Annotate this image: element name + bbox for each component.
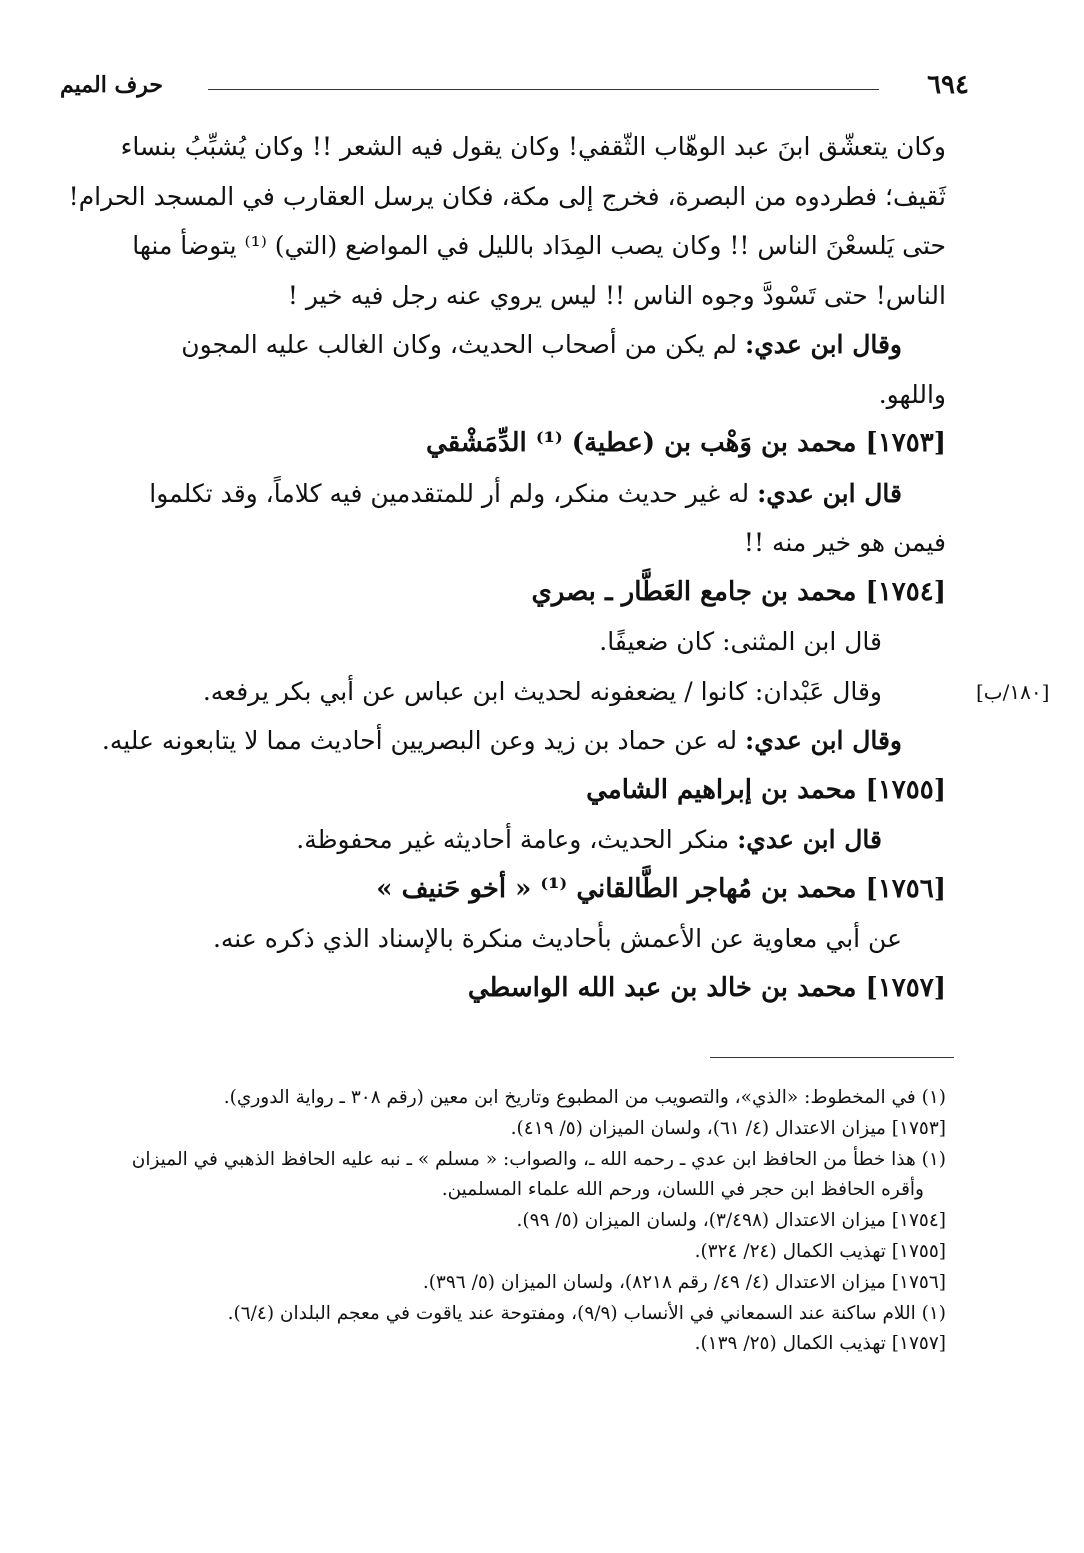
- footnote-continuation: وأقره الحافظ ابن حجر في اللسان، ورحم الله علماء المسلمين.: [441, 1179, 924, 1201]
- text-line: الناس! حتى تَسْودَّ وجوه الناس !! ليس يروي عنه رجل فيه خير !: [287, 280, 946, 310]
- speaker-lead: وقال ابن عدي:: [745, 726, 902, 755]
- paragraph: [66, 716, 946, 766]
- page-number: ٦٩٤: [927, 70, 969, 100]
- entry-title-1757: [١٧٥٧] محمد بن خالد بن عبد الله الواسطي: [467, 972, 946, 1003]
- paragraph-text: منكر الحديث، وعامة أحاديثه غير محفوظة.: [296, 825, 738, 854]
- manuscript-folio-marker: [١٨٠/ب]: [976, 680, 1050, 704]
- footnote: [١٧٥٦] ميزان الاعتدال (٤/ ٤٩/ رقم ٨٢١٨)، ولسان الميزان (٥/ ٣٩٦).: [422, 1271, 946, 1293]
- entry-title-1756: [١٧٥٦] محمد بن مُهاجر الطَّالقاني ⁽¹⁾ « أخو حَنيف »: [376, 873, 946, 904]
- entry-title-1755: [١٧٥٥] محمد بن إبراهيم الشامي: [586, 774, 946, 805]
- speaker-lead: قال ابن عدي:: [737, 825, 882, 854]
- footnote: [١٧٥٧] تهذيب الكمال (٢٥/ ١٣٩).: [694, 1333, 946, 1355]
- header-rule: [208, 89, 879, 90]
- footnote: (١) اللام ساكنة عند السمعاني في الأنساب (٩/٩)، ومفتوحة عند ياقوت في معجم البلدان (٦/٤).: [227, 1302, 946, 1324]
- entry-title-1753: [١٧٥٣] محمد بن وَهْب بن (عطية) ⁽¹⁾ الدِّمَشْقي: [426, 428, 946, 458]
- paragraph: وقال عَبْدان: كانوا / يضعفونه لحديث ابن عباس عن أبي بكر يرفعه.: [202, 676, 882, 706]
- paragraph-end: واللهو.: [878, 379, 946, 409]
- footnote: (١) في المخطوط: «الذي»، والتصويب من المطبوع وتاريخ ابن معين (رقم ٣٠٨ ـ رواية الدوري).: [223, 1087, 946, 1108]
- paragraph: [66, 815, 946, 865]
- section-title: حرف الميم: [60, 72, 164, 98]
- paragraph-text: له عن حماد بن زيد وعن البصريين أحاديث مما لا يتابعونه عليه.: [101, 726, 746, 755]
- footnote: [١٧٥٥] تهذيب الكمال (٢٤/ ٣٢٤).: [694, 1240, 946, 1262]
- paragraph: عن أبي معاوية عن الأعمش بأحاديث منكرة بالإسناد الذي ذكره عنه.: [212, 924, 902, 953]
- speaker-lead: قال ابن عدي:: [757, 478, 902, 508]
- footnote: (١) هذا خطأ من الحافظ ابن عدي ـ رحمه الله ـ، والصواب: « مسلم » ـ نبه عليه الحافظ الذهبي في الميزان: [131, 1148, 946, 1170]
- footnotes: [66, 1083, 946, 1360]
- footnote-rule: [710, 1057, 954, 1058]
- main-text: [66, 122, 946, 1013]
- paragraph-end: فيمن هو خير منه !!: [743, 528, 946, 557]
- paragraph-text: له غير حديث منكر، ولم أر للمتقدمين فيه كلاماً، وقد تكلموا: [149, 478, 758, 508]
- speaker-lead: وقال ابن عدي:: [745, 330, 902, 359]
- running-header: [60, 72, 969, 112]
- text-line: ثَقيف؛ فطردوه من البصرة، فخرج إلى مكة، فكان يرسل العقارب في المسجد الحرام!: [68, 181, 946, 211]
- paragraph: [66, 320, 946, 370]
- footnote: [١٧٥٣] ميزان الاعتدال (٤/ ٦١)، ولسان الميزان (٥/ ٤١٩).: [510, 1117, 946, 1139]
- text-line: حتى يَلسعْنَ الناس !! وكان يصب المِدَاد بالليل في المواضع (التي) ⁽¹⁾ يتوضأ منها: [132, 231, 946, 260]
- paragraph: [66, 469, 946, 519]
- entry-title-1754: [١٧٥٤] محمد بن جامع العَطَّار ـ بصري: [531, 576, 946, 607]
- paragraph-text: لم يكن من أصحاب الحديث، وكان الغالب عليه المجون: [181, 330, 746, 359]
- footnote: [١٧٥٤] ميزان الاعتدال (٣/٤٩٨)، ولسان الميزان (٥/ ٩٩).: [516, 1210, 946, 1232]
- text-line: وكان يتعشّق ابنَ عبد الوهّاب الثّقفي! وكان يقول فيه الشعر !! وكان يُشبِّبُ بنساء: [120, 132, 946, 161]
- paragraph: قال ابن المثنى: كان ضعيفًا.: [599, 627, 882, 656]
